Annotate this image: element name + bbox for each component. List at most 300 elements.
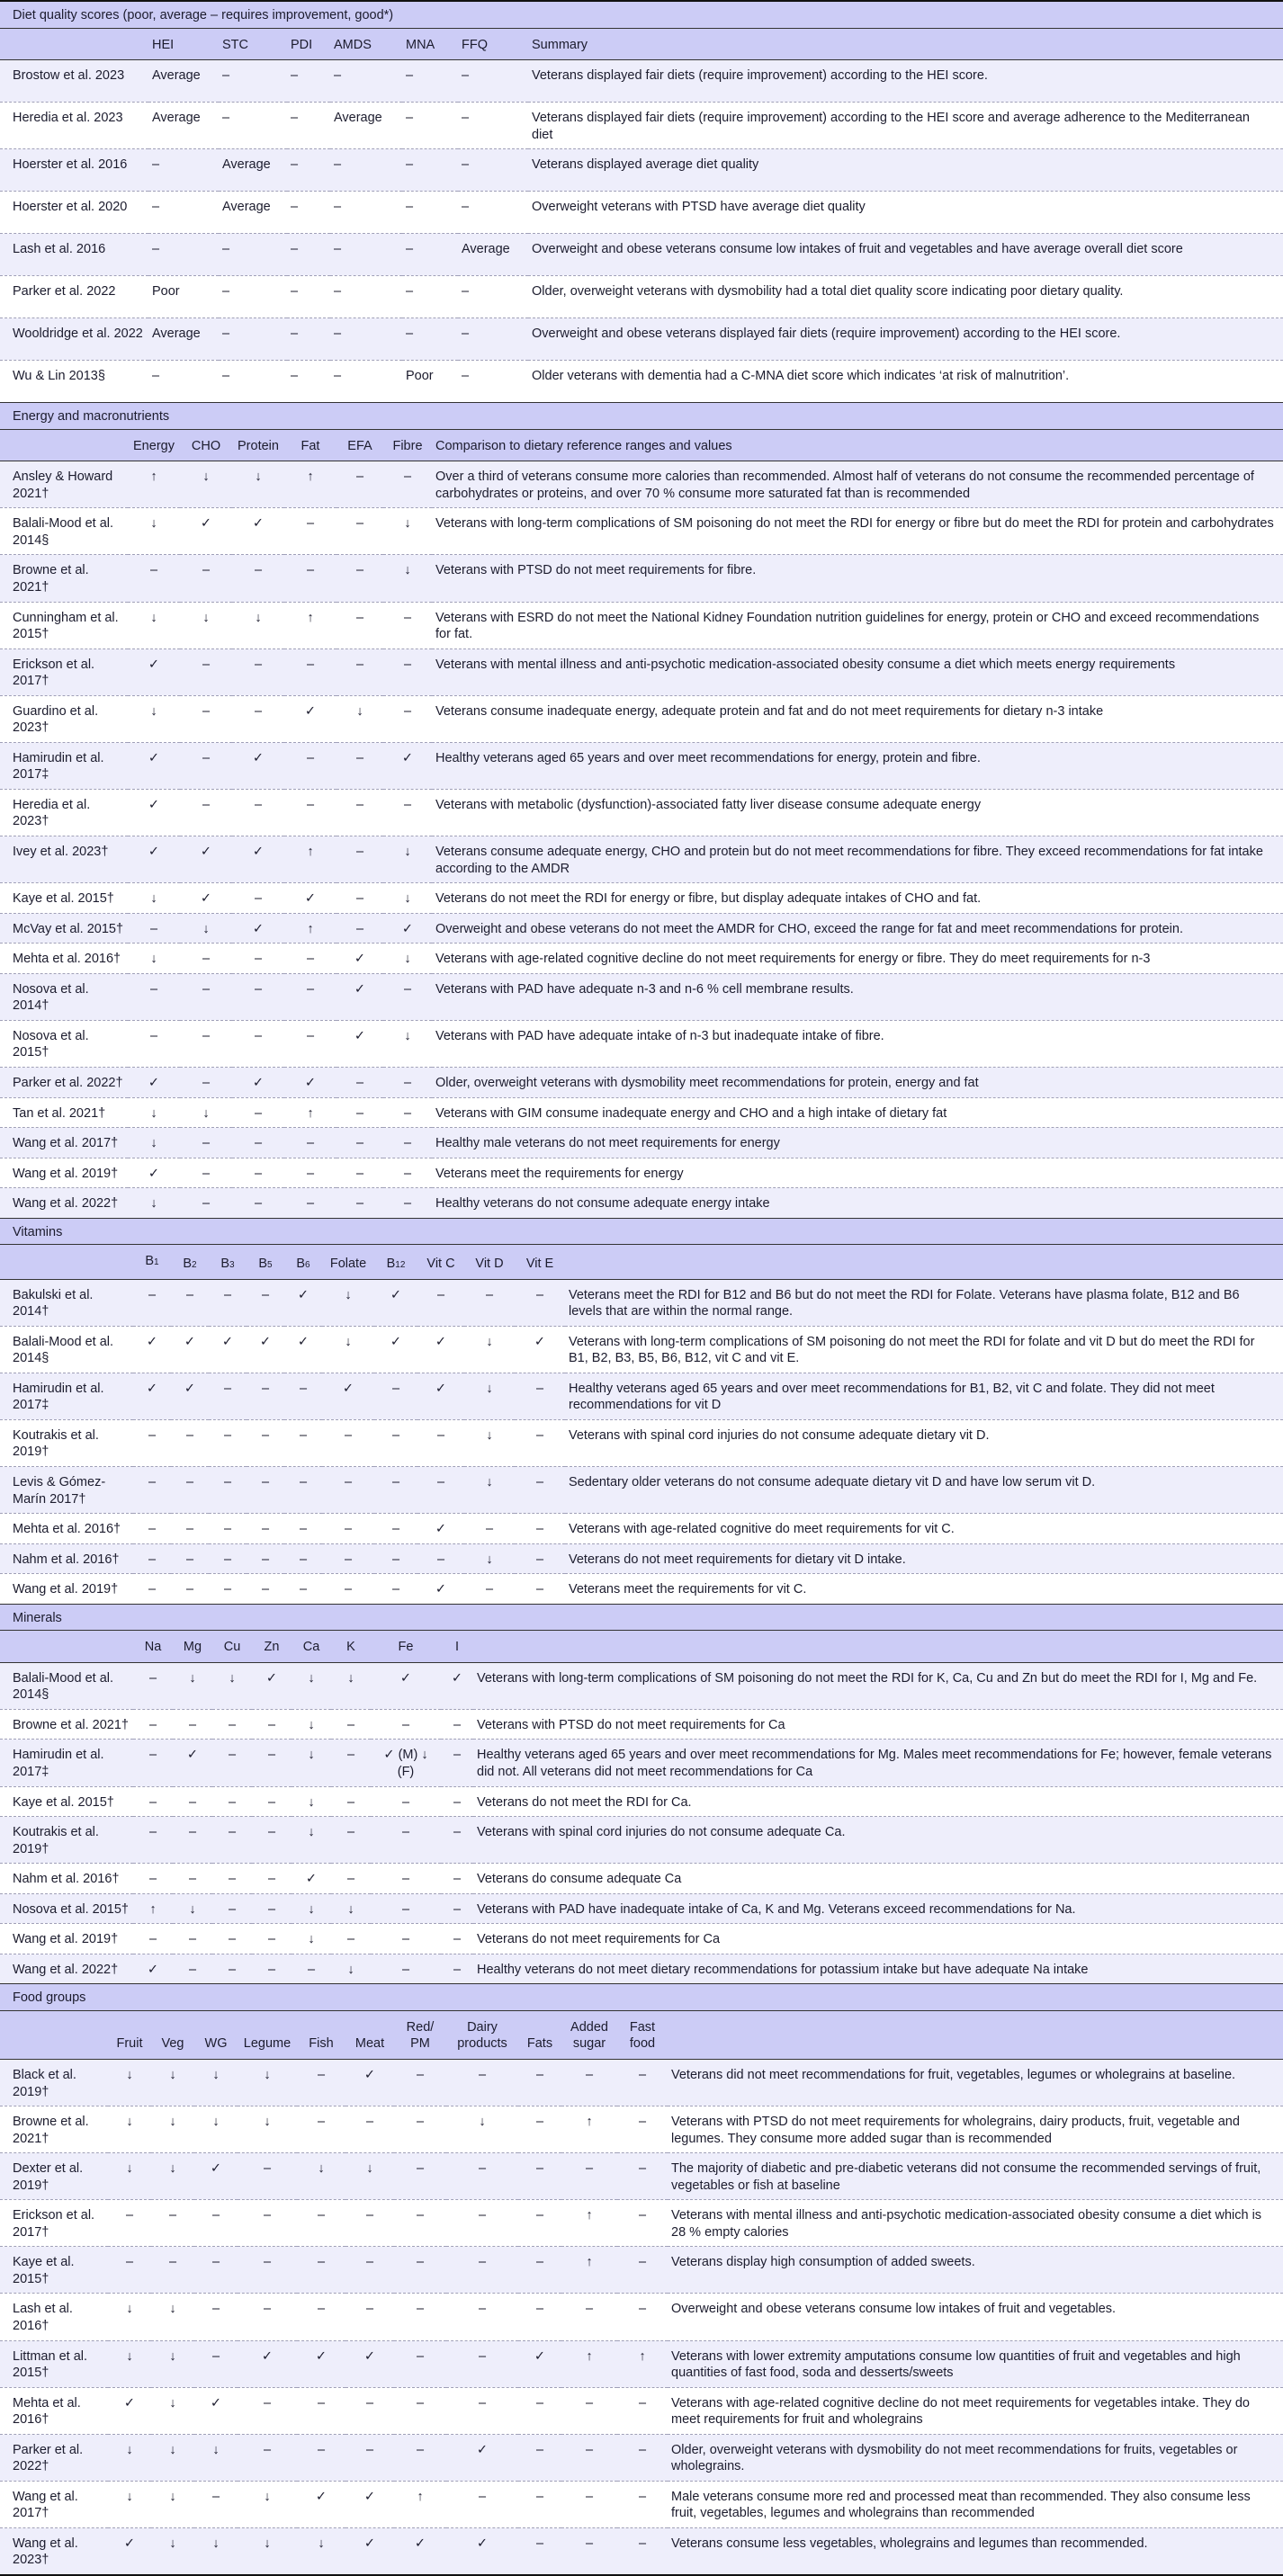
value-cell: ✓ [435,1582,447,1597]
section-diet-quality [0,2,1283,402]
value-cell: – [406,157,414,173]
column-header: Mg [183,1640,202,1655]
value-cell: – [254,952,263,967]
value-cell: – [355,563,364,578]
summary-cell: Overweight and obese veterans do not meet the AMDR for CHO, exceed the range for fat and meet recommendations for protein. [435,921,1183,936]
section-title: Minerals [13,1610,62,1625]
summary-cell: Veterans with age-related cognitive decline do not meet requirements for vegetables intake. They do meet requirements for fruit and wholegrains [671,2395,1250,2428]
value-cell: – [152,369,160,384]
table-row [0,2294,1283,2340]
summary-cell: Veterans with ESRD do not meet the National Kidney Foundation nutrition guidelines for energy, protein or CHO and exceed recommendations for fat. [435,610,1260,642]
value-cell: – [403,1105,412,1121]
value-cell: – [334,369,342,384]
table-row [0,361,1283,403]
value-cell: ✓ [534,2348,546,2364]
summary-cell: Veterans with mental illness and anti-psychotic medication-associated obesity consume a diet which meets energy requirements [435,657,1176,672]
value-cell: ↓ [212,2442,220,2457]
value-cell: ✓ [354,952,366,967]
value-cell: – [306,797,315,812]
table-row [0,149,1283,192]
value-cell: ↓ [189,1901,196,1917]
table-row [0,1924,1283,1954]
column-header: Vit E [525,1257,554,1272]
value-cell: – [478,2489,487,2504]
value-cell: – [261,1427,270,1443]
value-cell: – [355,1075,364,1090]
value-cell: – [148,1427,157,1443]
value-cell: – [346,1748,355,1763]
value-cell: – [355,657,364,672]
summary-cell: Veterans consume less vegetables, wholegrains and legumes than recommended. [671,2536,1148,2551]
value-cell: ↓ [169,2348,176,2364]
value-cell: – [261,1474,270,1489]
value-cell: – [365,2115,374,2130]
study-citation: Wang et al. 2023† [13,2536,78,2568]
study-citation: Kaye et al. 2015† [13,1794,114,1810]
value-cell: – [453,1717,462,1732]
summary-header: Summary [532,37,588,52]
value-cell: – [188,1932,197,1947]
value-cell: – [306,1196,315,1212]
column-header: B12 [386,1257,406,1272]
value-cell: – [535,2208,544,2223]
value-cell: – [222,369,230,384]
value-cell: ✓ [148,845,160,860]
value-cell: – [317,2442,326,2457]
value-cell: – [306,1136,315,1151]
value-cell: – [403,797,412,812]
value-cell: ↓ [255,470,262,485]
value-cell: ✓ [265,1670,278,1686]
value-cell: – [535,2442,544,2457]
study-citation: Hamirudin et al. 2017‡ [13,1381,104,1413]
value-cell: ↓ [169,2442,176,2457]
value-cell: ↓ [486,1334,493,1349]
summary-cell: Veterans consume inadequate energy, adequate protein and fat and do not meet requirements for dietary n-3 intake [435,703,1104,719]
value-cell: ↓ [202,610,210,625]
value-cell: ✓ [435,1334,447,1349]
value-cell: ✓ [148,1075,160,1090]
value-cell: – [391,1552,400,1567]
summary-cell: Veterans do consume adequate Ca [477,1872,682,1887]
value-cell: ↓ [150,1136,157,1151]
table-row [0,60,1283,103]
value-cell: – [254,703,263,719]
summary-cell: Older, overweight veterans with dysmobility meet recommendations for protein, energy and fat [435,1075,979,1090]
study-citation: Wang et al. 2017† [13,2489,78,2521]
table-row [0,1740,1283,1786]
value-cell: – [306,516,315,532]
column-header: Fe [398,1640,414,1655]
value-cell: ✓ [476,2442,489,2457]
value-cell: ✓ [210,2395,222,2411]
value-cell: – [254,1136,263,1151]
table-row [0,1514,1283,1544]
value-cell: – [152,157,160,173]
value-cell: – [485,1287,494,1302]
value-cell: ↓ [169,2489,176,2504]
column-header: Fish [309,2036,334,2052]
value-cell: – [416,2115,425,2130]
table-row [0,276,1283,318]
value-cell: – [228,1932,237,1947]
value-cell: – [149,1028,158,1043]
value-cell: – [188,1717,197,1732]
value-cell: ↓ [150,516,157,532]
column-header: Red/ PM [406,2019,435,2052]
value-cell: – [535,2255,544,2270]
study-citation: Erickson et al. 2017† [13,2208,95,2240]
value-cell: ↑ [307,1105,314,1121]
value-cell: – [638,2489,647,2504]
value-cell: ✓ [184,1381,196,1396]
value-cell: – [391,1381,400,1396]
value-cell: – [453,1901,462,1917]
value-cell: – [406,242,414,257]
section-food-groups [0,1983,1283,2576]
value-cell: – [148,1287,157,1302]
value-cell: – [334,68,342,84]
value-cell: ↓ [169,2161,176,2177]
value-cell: – [453,1825,462,1840]
minerals-table [0,1604,1283,1984]
value-cell: ✓ [304,703,317,719]
value-cell: – [478,2067,487,2082]
value-cell: – [462,326,470,342]
value-cell: – [148,1582,157,1597]
value-cell: – [403,657,412,672]
value-cell: – [535,1287,544,1302]
value-cell: – [254,1028,263,1043]
summary-cell: Older, overweight veterans with dysmobility do not meet recommendations for fruits, vegetables or wholegrains. [671,2442,1238,2474]
value-cell: – [306,952,315,967]
value-cell: – [401,1794,410,1810]
value-cell: – [638,2255,647,2270]
value-cell: ↓ [404,891,411,907]
column-header: Fat [301,438,320,453]
value-cell: – [365,2208,374,2223]
table-row [0,1279,1283,1326]
study-citation: Ansley & Howard 2021† [13,470,113,501]
value-cell: ✓ [390,1334,402,1349]
value-cell: ✓ [148,1166,160,1181]
value-cell: – [406,68,414,84]
column-header: Vit D [475,1257,504,1272]
value-cell: – [202,797,211,812]
table-row [0,1709,1283,1740]
energy-macronutrients-table [0,402,1283,1218]
study-citation: Koutrakis et al. 2019† [13,1427,99,1460]
summary-cell: Over a third of veterans consume more calories than recommended. Almost half of veterans do not consume the recommended percentage of carbohydrates or proteins, and over 70 % consume more saturated fat than is recommended [435,470,1254,501]
value-cell: ✓ [200,891,212,907]
value-cell: – [535,2115,544,2130]
column-header: WG [204,2036,228,2052]
value-cell: – [299,1522,308,1537]
value-cell: – [211,2489,220,2504]
value-cell: ✓ [148,797,160,812]
value-cell: ↓ [126,2489,133,2504]
study-citation: Littman et al. 2015† [13,2348,88,2381]
value-cell: ↓ [486,1552,493,1567]
table-row [0,2340,1283,2387]
table-row [0,234,1283,276]
study-citation: Hamirudin et al. 2017‡ [13,750,104,783]
summary-cell: Veterans with age-related cognitive decline do not meet requirements for energy or fibre. They do meet requirements for n-3 [435,952,1151,967]
study-citation: Nosova et al. 2015† [13,1028,89,1060]
value-cell: – [638,2115,647,2130]
value-cell: ↓ [308,1717,315,1732]
value-cell: ↓ [202,921,210,936]
value-cell: – [401,1901,410,1917]
value-cell: – [453,1872,462,1887]
value-cell: – [453,1748,462,1763]
value-cell: – [355,1196,364,1212]
study-citation: Kaye et al. 2015† [13,891,114,907]
value-cell: ↑ [586,2115,593,2130]
section-title: Diet quality scores (poor, average – requires improvement, good*) [13,8,394,22]
value-cell: ↓ [345,1334,352,1349]
value-cell: ✓ [297,1334,310,1349]
summary-cell: Veterans with long-term complications of SM poisoning do not meet the RDI for K, Ca, Cu and Zn but do meet the RDI for I, Mg and Fe. [477,1670,1258,1686]
table-row [0,2527,1283,2574]
summary-cell: Veterans with PTSD do not meet requirements for fibre. [435,563,757,578]
value-cell: – [485,1522,494,1537]
table-row [0,103,1283,149]
summary-cell: Healthy male veterans do not meet requirements for energy [435,1136,780,1151]
value-cell: ✓ [401,921,414,936]
value-cell: ↓ [486,1381,493,1396]
value-cell: – [291,200,299,215]
value-cell: – [254,1196,263,1212]
study-citation: Black et al. 2019† [13,2067,76,2099]
value-cell: – [344,1522,353,1537]
summary-cell: Veterans with PAD have adequate n-3 and n-6 % cell membrane results. [435,981,854,997]
table-row [0,1419,1283,1466]
value-cell: – [263,2395,272,2411]
value-cell: – [391,1427,400,1443]
value-cell: ↑ [307,610,314,625]
value-cell: – [267,1932,276,1947]
value-cell: – [436,1287,445,1302]
column-header: Fats [526,2036,553,2052]
value-cell: – [416,2208,425,2223]
value-cell: – [267,1825,276,1840]
summary-cell: Veterans do not meet the RDI for Ca. [477,1794,692,1810]
value-cell: – [478,2348,487,2364]
study-citation: Browne et al. 2021† [13,2115,89,2146]
value-cell: – [638,2395,647,2411]
value-cell: – [185,1552,194,1567]
value-cell: Poor [406,369,434,384]
column-header: Folate [329,1257,367,1272]
table-row [0,1662,1283,1709]
value-cell: – [267,1901,276,1917]
study-citation: Nosova et al. 2015† [13,1901,129,1917]
value-cell: – [585,2489,594,2504]
value-cell: ✓ [354,1028,366,1043]
value-cell: – [223,1381,232,1396]
study-citation: McVay et al. 2015† [13,921,124,936]
table-row [0,2481,1283,2527]
value-cell: – [535,1381,544,1396]
table-row [0,742,1283,789]
column-header: PDI [291,37,313,52]
study-citation: Brostow et al. 2023 [13,68,125,84]
value-cell: – [222,68,230,84]
summary-cell: Veterans with PAD have inadequate intake of Ca, K and Mg. Veterans exceed recommendations for Na. [477,1901,1076,1917]
value-cell: – [416,2255,425,2270]
table-row [0,1020,1283,1067]
value-cell: ↑ [307,845,314,860]
study-citation: Wu & Lin 2013§ [13,369,105,384]
value-cell: – [346,1872,355,1887]
value-cell: – [406,200,414,215]
value-cell: ↓ [486,1427,493,1443]
value-cell: – [223,1287,232,1302]
summary-cell: Veterans with GIM consume inadequate energy and CHO and a high intake of dietary fat [435,1105,947,1121]
summary-cell: Veterans do not meet requirements for dietary vit D intake. [569,1552,906,1567]
summary-cell: Veterans do not meet requirements for Ca [477,1932,721,1947]
value-cell: – [202,1196,211,1212]
column-header: Added sugar [570,2019,608,2052]
value-cell: – [148,1748,157,1763]
column-header: Meat [354,2036,385,2052]
value-cell: – [202,657,211,672]
value-cell: – [638,2208,647,2223]
value-cell: – [638,2067,647,2082]
value-cell: – [403,703,412,719]
value-cell: ✓ (M) ↓ (F) [383,1748,428,1779]
value-cell: – [346,1932,355,1947]
summary-cell: Veterans with mental illness and anti-psychotic medication-associated obesity consume a diet which is 28 % empty calories [671,2208,1262,2240]
value-cell: – [317,2115,326,2130]
study-citation: Hamirudin et al. 2017‡ [13,1748,104,1779]
table-row [0,192,1283,234]
value-cell: ✓ [147,1962,159,1977]
table-row [0,883,1283,914]
value-cell: – [185,1474,194,1489]
vitamins-table [0,1218,1283,1604]
value-cell: ↓ [308,1794,315,1810]
value-cell: Poor [152,284,180,300]
value-cell: ↓ [404,563,411,578]
summary-cell: Healthy veterans aged 65 years and over meet recommendations for energy, protein and fibre. [435,750,981,765]
study-citation: Hoerster et al. 2020 [13,200,128,215]
value-cell: ✓ [363,2536,376,2551]
value-cell: – [291,157,299,173]
study-citation: Wang et al. 2019† [13,1166,119,1181]
value-cell: ✓ [363,2489,376,2504]
value-cell: – [267,1962,276,1977]
value-cell: – [436,1552,445,1567]
value-cell: ✓ [435,1381,447,1396]
value-cell: ↑ [307,921,314,936]
table-row [0,1954,1283,1983]
value-cell: ↓ [150,891,157,907]
value-cell: – [478,2208,487,2223]
summary-cell: Veterans displayed average diet quality [532,157,759,173]
value-cell: ↓ [308,1670,315,1686]
value-cell: – [254,1166,263,1181]
summary-cell: Veterans meet the RDI for B12 and B6 but do not meet the RDI for Folate. Veterans have plasma folate, B12 and B6 levels that are within the normal range. [569,1287,1240,1319]
value-cell: – [317,2302,326,2317]
value-cell: – [638,2536,647,2551]
value-cell: – [462,111,470,126]
value-cell: ✓ [252,750,265,765]
value-cell: ✓ [399,1670,412,1686]
summary-cell: Veterans meet the requirements for energy [435,1166,684,1181]
value-cell: ✓ [252,1075,265,1090]
summary-cell: Veterans with long-term complications of SM poisoning do not meet the RDI for folate and vit D but do meet the RDI for B1, B2, B3, B5, B6, B12, vit C and vit E. [569,1334,1255,1366]
value-cell: ✓ [390,1287,402,1302]
value-cell: – [334,284,342,300]
value-cell: ↓ [126,2115,133,2130]
value-cell: ✓ [148,657,160,672]
value-cell: ↑ [417,2489,424,2504]
value-cell: – [291,111,299,126]
value-cell: – [585,2395,594,2411]
value-cell: – [478,2161,487,2177]
value-cell: – [299,1552,308,1567]
value-cell: ↓ [126,2302,133,2317]
value-cell: ✓ [259,1334,272,1349]
value-cell: – [267,1872,276,1887]
value-cell: – [185,1582,194,1597]
table-row [0,2387,1283,2434]
study-citation: Erickson et al. 2017† [13,657,95,689]
summary-cell: The majority of diabetic and pre-diabetic veterans did not consume the recommended servings of fruit, vegetables or fish at baseline [671,2161,1261,2193]
value-cell: – [416,2067,425,2082]
value-cell: – [406,111,414,126]
value-cell: – [306,1028,315,1043]
table-row [0,2247,1283,2294]
value-cell: ↓ [229,1670,236,1686]
value-cell: ✓ [363,2348,376,2364]
table-row [0,1188,1283,1218]
value-cell: – [416,2302,425,2317]
value-cell: – [535,2161,544,2177]
value-cell: – [188,1962,197,1977]
section-title: Food groups [13,1990,86,2006]
column-header: AMDS [334,37,372,52]
value-cell: – [346,1717,355,1732]
value-cell: – [365,2255,374,2270]
value-cell: ↓ [345,1287,352,1302]
study-citation: Wang et al. 2022† [13,1196,119,1212]
study-citation: Parker et al. 2022 [13,284,116,300]
summary-cell: Veterans with lower extremity amputations consume low quantities of fruit and vegetables and high quantities of fast food, soda and desserts/sweets [671,2348,1241,2381]
value-cell: – [223,1552,232,1567]
section-vitamins [0,1218,1283,1604]
summary-cell: Sedentary older veterans do not consume adequate dietary vit D and have low serum vit D. [569,1474,1096,1489]
value-cell: – [535,2067,544,2082]
value-cell: – [344,1427,353,1443]
summary-cell: Veterans do not meet the RDI for energy or fibre, but display adequate intakes of CHO and fat. [435,891,982,907]
value-cell: – [585,2536,594,2551]
value-cell: – [585,2442,594,2457]
study-citation: Guardino et al. 2023† [13,703,99,736]
value-cell: ↓ [150,952,157,967]
summary-cell: Veterans with metabolic (dysfunction)-associated fatty liver disease consume adequate energy [435,797,982,812]
value-cell: – [222,242,230,257]
value-cell: – [638,2442,647,2457]
value-cell: – [148,1522,157,1537]
column-header: Fruit [116,2036,143,2052]
value-cell: ↑ [149,1901,157,1917]
study-citation: Parker et al. 2022† [13,2442,84,2474]
value-cell: ↓ [169,2302,176,2317]
value-cell: ↓ [264,2536,271,2551]
